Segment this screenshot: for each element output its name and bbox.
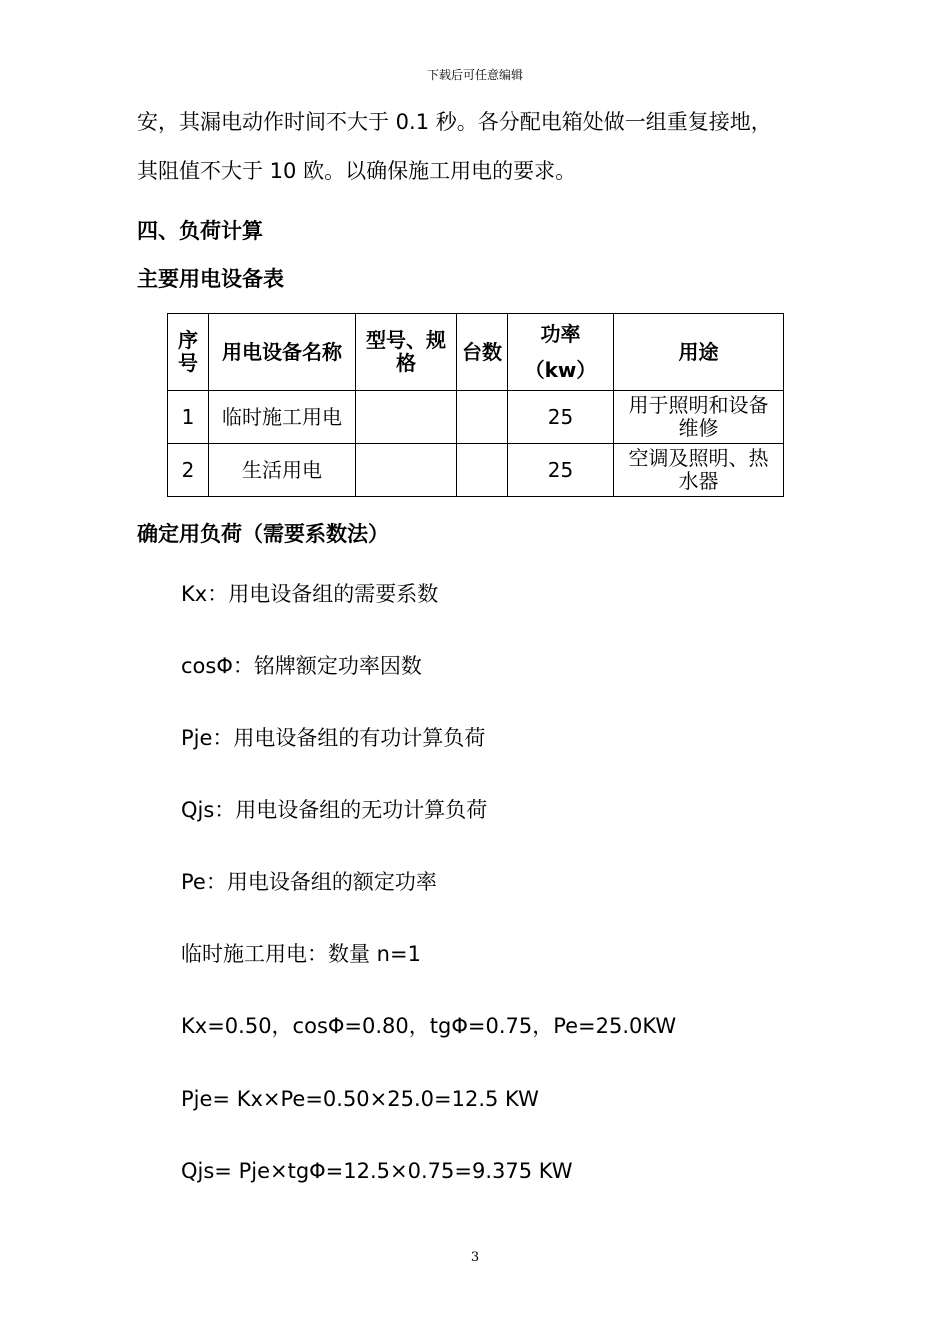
definition-pe: Pe：用电设备组的额定功率 <box>181 870 437 894</box>
calc-pje: Pje= Kx×Pe=0.50×25.0=12.5 KW <box>181 1087 539 1111</box>
cell-usage: 用于照明和设备 维修 <box>614 391 784 444</box>
cell-power: 25 <box>508 444 614 497</box>
paragraph-line-1: 安，其漏电动作时间不大于 0.1 秒。各分配电箱处做一组重复接地， <box>137 110 772 134</box>
calc-intro: 临时施工用电：数量 n=1 <box>181 942 421 966</box>
cell-name: 生活用电 <box>209 444 356 497</box>
table-row <box>168 444 784 497</box>
definition-cos: cosΦ：铭牌额定功率因数 <box>181 654 422 678</box>
cell-seq: 1 <box>168 391 209 444</box>
header-count: 台数 <box>457 314 508 391</box>
cell-usage: 空调及照明、热 水器 <box>614 444 784 497</box>
cell-seq: 2 <box>168 444 209 497</box>
table-row <box>168 391 784 444</box>
header-seq: 序 号 <box>168 314 209 391</box>
page-header: 下载后可任意编辑 <box>426 68 523 82</box>
header-power: 功率 （kw） <box>508 314 614 391</box>
calc-qjs: Qjs= Pje×tgΦ=12.5×0.75=9.375 KW <box>181 1159 573 1183</box>
section-title: 四、负荷计算 <box>137 219 263 243</box>
table-title: 主要用电设备表 <box>137 267 284 291</box>
cell-name: 临时施工用电 <box>209 391 356 444</box>
page-number: 3 <box>470 1250 480 1265</box>
cell-count <box>457 444 508 497</box>
definition-qjs: Qjs：用电设备组的无功计算负荷 <box>181 798 488 822</box>
header-usage: 用途 <box>614 314 784 391</box>
cell-model <box>356 391 457 444</box>
equipment-table <box>167 313 784 497</box>
header-model: 型号、规 格 <box>356 314 457 391</box>
cell-count <box>457 391 508 444</box>
definition-kx: Kx：用电设备组的需要系数 <box>181 582 439 606</box>
method-title: 确定用负荷（需要系数法） <box>137 522 389 546</box>
header-name: 用电设备名称 <box>209 314 356 391</box>
cell-model <box>356 444 457 497</box>
table-header-row <box>168 314 784 391</box>
cell-power: 25 <box>508 391 614 444</box>
calc-params: Kx=0.50，cosΦ=0.80，tgΦ=0.75，Pe=25.0KW <box>181 1014 677 1038</box>
definition-pje: Pje：用电设备组的有功计算负荷 <box>181 726 486 750</box>
paragraph-line-2: 其阻值不大于 10 欧。以确保施工用电的要求。 <box>137 159 577 183</box>
